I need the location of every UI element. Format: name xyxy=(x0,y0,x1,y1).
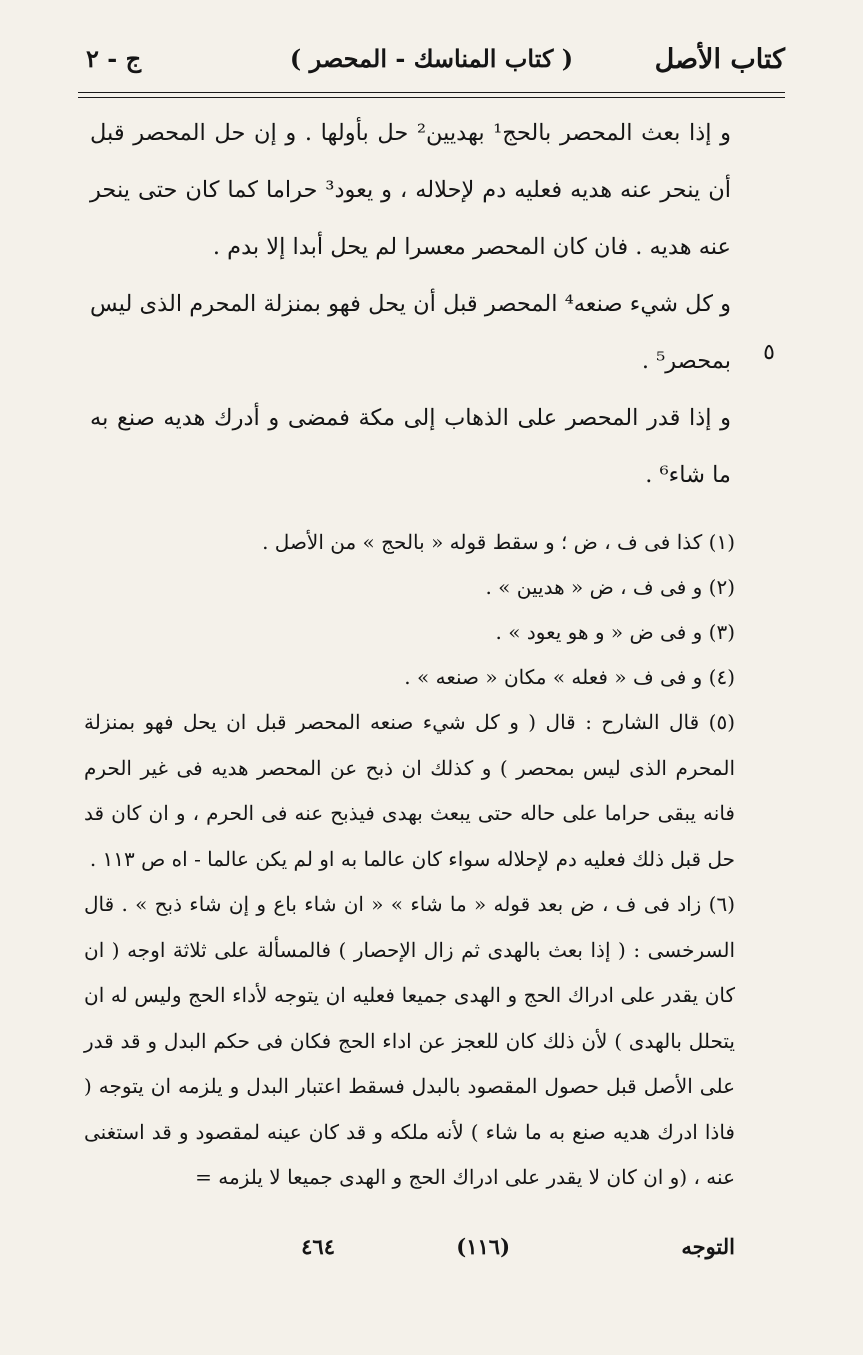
page-footer xyxy=(100,1234,735,1274)
volume-label: ج - ٢ xyxy=(86,44,142,73)
main-paragraph-1: و إذا بعث المحصر بالحج¹ بهديين² حل بأولها . و إن حل المحصر قبل أن ينحر عنه هديه فعليه دم لإحلاله ، و يعود³ حراما كما كان حتى ينحر عنه هديه . فان كان المحصر معسرا لم يحل أبدا إلا بدم . xyxy=(90,120,732,260)
footnote-4: (٤) و فى ف « فعله » مكان « صنعه » . xyxy=(404,665,735,689)
page-number: ٤٦٤ xyxy=(301,1234,335,1259)
footnotes xyxy=(84,520,735,1201)
running-header xyxy=(78,36,785,86)
line-number: ٥ xyxy=(763,340,775,365)
footnote-1: (١) كذا فى ف ، ض ؛ و سقط قوله « بالحج » من الأصل . xyxy=(262,530,735,554)
footnote-5: (٥) قال الشارح : قال ( و كل شيء صنعه المحصر قبل ان يحل فهو بمنزلة المحرم الذى ليس بمحصر ) و كذلك ان ذبح عن المحصر هديه فى غير الحرم فانه يبقى حراما على حاله حتى يبعث بهدى فيذبح عنه فى الحرم ، و ان كان قد حل قبل ذلك فعليه دم لإحلاله سواء كان عالما به او لم يكن عالما - اه ص ١١٣ . xyxy=(84,710,735,871)
footnote-6: (٦) زاد فى ف ، ض بعد قوله « ما شاء » « ان شاء باع و إن شاء ذبح » . قال السرخسى : ( إذا بعث بالهدى ثم زال الإحصار ) فالمسألة على ثلاثة اوجه ( ان كان يقدر على ادراك الحج و الهدى جميعا فعليه ان يتوجه لأداء الحج وليس له ان يتحلل بالهدى ) لأن ذلك كان للعجز عن اداء الحج فكان فى حكم البدل و قد قدر على الأصل قبل حصول المقصود بالبدل فسقط اعتبار البدل و يلزمه ان يتوجه ( فاذا ادرك هديه صنع به ما شاء ) لأنه ملكه و قد كان عينه لمقصود و قد استغنى عنه ، (و ان كان لا يقدر على ادراك الحج و الهدى جميعا لا يلزمه = xyxy=(84,892,735,1189)
header-rule-top xyxy=(78,92,785,93)
book-title: كتاب الأصل xyxy=(654,44,785,75)
main-text xyxy=(90,105,731,504)
main-paragraph-3: و إذا قدر المحصر على الذهاب إلى مكة فمضى و أدرك هديه صنع به ما شاء⁶ . xyxy=(90,405,731,488)
header-rule-bottom xyxy=(78,97,785,98)
catchword: التوجه xyxy=(681,1234,735,1259)
footnote-3: (٣) و فى ض « و هو يعود » . xyxy=(495,620,735,644)
footnote-2: (٢) و فى ف ، ض « هديين » . xyxy=(485,575,735,599)
section-title: ( كتاب المناسك - المحصر ) xyxy=(289,44,574,73)
main-paragraph-2: و كل شيء صنعه⁴ المحصر قبل أن يحل فهو بمنزلة المحرم الذى ليس بمحصر⁵ . xyxy=(90,291,732,374)
volume-page-number: (١١٦) xyxy=(456,1234,510,1259)
